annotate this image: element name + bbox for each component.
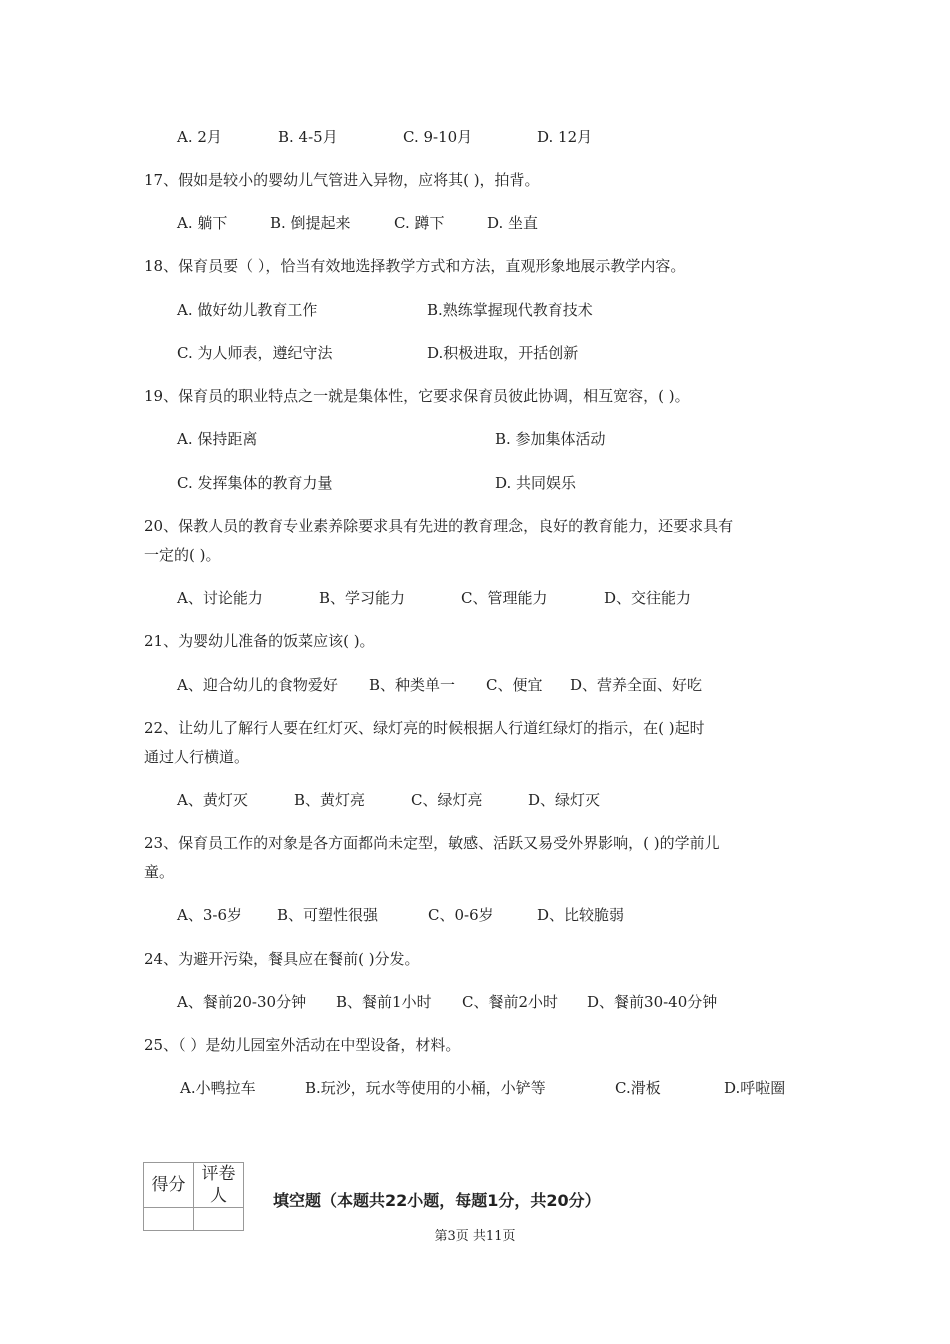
q19-option-b: B. 参加集体活动 xyxy=(495,430,606,448)
q24-option-d: D、餐前30-40分钟 xyxy=(587,993,718,1011)
q21-stem: 21、为婴幼儿准备的饭菜应该( )。 xyxy=(144,632,375,650)
q20-option-d: D、交往能力 xyxy=(604,589,692,607)
q22-option-c: C、绿灯亮 xyxy=(411,791,483,809)
q18-option-b: B.熟练掌握现代教育技术 xyxy=(427,301,593,319)
q17-option-d: D. 坐直 xyxy=(487,214,539,232)
grader-label: 评卷人 xyxy=(194,1163,244,1208)
q16-option-a: A. 2月 xyxy=(177,128,222,146)
q16-option-b: B. 4-5月 xyxy=(278,128,338,146)
q22-stem-line1: 22、让幼儿了解行人要在红灯灭、绿灯亮的时候根据人行道红绿灯的指示，在( )起时 xyxy=(144,719,705,737)
q21-option-b: B、种类单一 xyxy=(369,676,456,694)
q22-option-a: A、黄灯灭 xyxy=(177,791,248,809)
q24-option-c: C、餐前2小时 xyxy=(462,993,559,1011)
q24-stem: 24、为避开污染，餐具应在餐前( )分发。 xyxy=(144,950,420,968)
q19-stem: 19、保育员的职业特点之一就是集体性，它要求保育员彼此协调，相互宽容，( )。 xyxy=(144,387,690,405)
q23-option-b: B、可塑性很强 xyxy=(277,906,379,924)
q19-option-d: D. 共同娱乐 xyxy=(495,474,577,492)
q24-option-a: A、餐前20-30分钟 xyxy=(177,993,307,1011)
q21-option-c: C、便宜 xyxy=(486,676,543,694)
q18-option-c: C. 为人师表，遵纪守法 xyxy=(177,344,333,362)
q20-option-b: B、学习能力 xyxy=(319,589,406,607)
q25-option-a: A.小鸭拉车 xyxy=(180,1079,256,1097)
q23-option-c: C、0-6岁 xyxy=(428,906,494,924)
q17-option-c: C. 蹲下 xyxy=(394,214,445,232)
q21-option-d: D、营养全面、好吃 xyxy=(570,676,703,694)
q25-stem: 25、（ ）是幼儿园室外活动在中型设备，材料。 xyxy=(144,1036,461,1054)
q21-option-a: A、迎合幼儿的食物爱好 xyxy=(177,676,338,694)
q23-stem-line1: 23、保育员工作的对象是各方面都尚未定型，敏感、活跃又易受外界影响，( )的学前儿 xyxy=(144,834,720,852)
q25-option-c: C.滑板 xyxy=(615,1079,661,1097)
q20-stem-line2: 一定的( )。 xyxy=(144,546,221,564)
q18-option-d: D.积极进取，开括创新 xyxy=(427,344,579,362)
q24-option-b: B、餐前1小时 xyxy=(336,993,432,1011)
q23-option-d: D、比较脆弱 xyxy=(537,906,625,924)
q17-stem: 17、假如是较小的婴幼儿气管进入异物，应将其( )，拍背。 xyxy=(144,171,540,189)
q22-option-b: B、黄灯亮 xyxy=(294,791,366,809)
q23-option-a: A、3-6岁 xyxy=(177,906,242,924)
q17-option-a: A. 躺下 xyxy=(177,214,228,232)
q22-option-d: D、绿灯灭 xyxy=(528,791,601,809)
q18-stem: 18、保育员要（ ），恰当有效地选择教学方式和方法，直观形象地展示教学内容。 xyxy=(144,257,686,275)
q20-option-a: A、讨论能力 xyxy=(177,589,263,607)
q25-option-b: B.玩沙，玩水等使用的小桶，小铲等 xyxy=(305,1079,546,1097)
section-title: 填空题（本题共22小题，每题1分，共20分） xyxy=(273,1191,601,1210)
score-label: 得分 xyxy=(144,1163,194,1208)
q23-stem-line2: 童。 xyxy=(144,863,175,881)
q17-option-b: B. 倒提起来 xyxy=(270,214,351,232)
score-table xyxy=(143,1162,244,1231)
q16-option-c: C. 9-10月 xyxy=(403,128,473,146)
q22-stem-line2: 通过人行横道。 xyxy=(144,748,250,766)
page-footer: 第3页 共11页 xyxy=(434,1229,516,1244)
q19-option-c: C. 发挥集体的教育力量 xyxy=(177,474,333,492)
q18-option-a: A. 做好幼儿教育工作 xyxy=(177,301,318,319)
q20-option-c: C、管理能力 xyxy=(461,589,548,607)
q19-option-a: A. 保持距离 xyxy=(177,430,258,448)
q16-option-d: D. 12月 xyxy=(537,128,593,146)
q20-stem-line1: 20、保教人员的教育专业素养除要求具有先进的教育理念，良好的教育能力，还要求具有 xyxy=(144,517,734,535)
q25-option-d: D.呼啦圈 xyxy=(724,1079,786,1097)
